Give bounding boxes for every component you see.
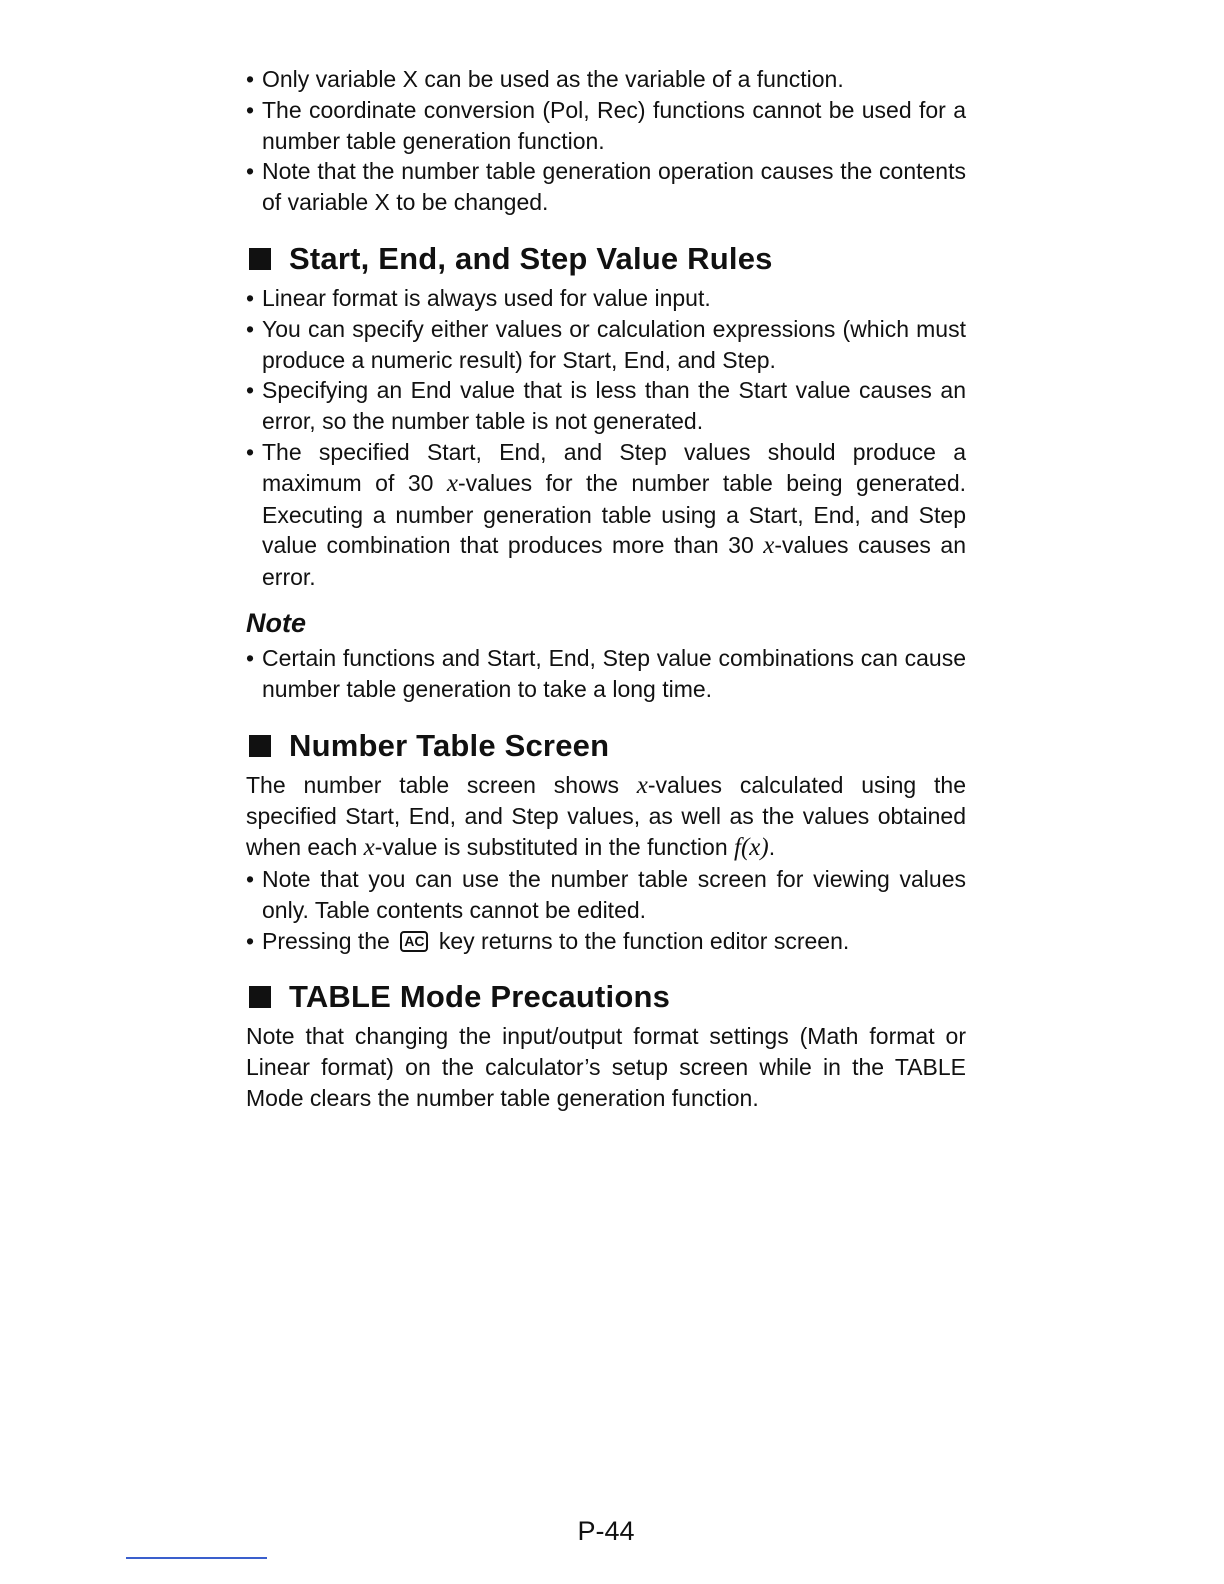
list-item: • You can specify either values or calculation expressions (which must produce a numeric result) for Start, End, and Step.: [246, 314, 966, 376]
math-variable: x: [636, 771, 648, 799]
note-heading: Note: [246, 607, 306, 638]
math-variable: x: [363, 834, 375, 862]
math-function: f(x): [734, 834, 769, 862]
square-bullet-icon: [249, 248, 271, 270]
text-span: The number table screen shows: [246, 771, 637, 798]
math-variable: x: [763, 532, 775, 560]
section-heading-text: Number Table Screen: [289, 727, 610, 763]
list-item: [246, 926, 966, 957]
text-span: key returns to the function editor screen.: [432, 927, 850, 954]
square-bullet-icon: [249, 735, 271, 757]
math-variable: x: [446, 469, 459, 497]
square-bullet-icon: [249, 986, 271, 1008]
list-item: • The coordinate conversion (Pol, Rec) functions cannot be used for a number table generation function.: [246, 95, 966, 157]
list-item: • Linear format is always used for value input.: [246, 283, 966, 314]
ac-key-icon: AC: [400, 931, 428, 952]
text-span: .: [768, 834, 776, 861]
section-heading-table-mode-precautions: [246, 977, 966, 1017]
section-heading-text: TABLE Mode Precautions: [289, 979, 671, 1015]
list-item: • Specifying an End value that is less than the Start value causes an error, so the number table is not generated.: [246, 375, 966, 437]
text-span: -value is substituted in the function: [374, 834, 735, 861]
text-span: The specified Start, End, and Step values should produce a maximum of 30: [262, 438, 966, 496]
list-item: • Certain functions and Start, End, Step value combinations can cause number table generation to take a long time.: [246, 643, 966, 705]
section-heading-number-table-screen: [246, 726, 966, 766]
text-span: -values calculated using the specified Start, End, and Step values, as well as the values obtained when each: [246, 771, 966, 861]
paragraph: Note that changing the input/output format settings (Math format or Linear format) on the calculator’s setup screen while in the TABLE Mode clears the number table generation function.: [246, 1023, 966, 1111]
section-heading-start-end-step: [246, 239, 966, 279]
list-item: [246, 437, 966, 593]
page-content: [246, 64, 966, 1114]
list-item: • Note that the number table generation operation causes the contents of variable X to be changed.: [246, 156, 966, 218]
text-span: -values causes an error.: [262, 532, 966, 591]
text-span: -values for the number table being generated. Executing a number generation table using a Start, End, and Step value combination that produces more than 30: [262, 469, 967, 559]
footer-divider: [126, 1557, 267, 1559]
text-span: Pressing the: [262, 927, 397, 954]
list-item: • Only variable X can be used as the variable of a function.: [246, 64, 966, 95]
section-heading-text: Start, End, and Step Value Rules: [289, 240, 773, 276]
list-item: • Note that you can use the number table screen for viewing values only. Table contents cannot be edited.: [246, 864, 966, 926]
page-number: P-44: [577, 1516, 635, 1546]
paragraph: [246, 770, 966, 864]
